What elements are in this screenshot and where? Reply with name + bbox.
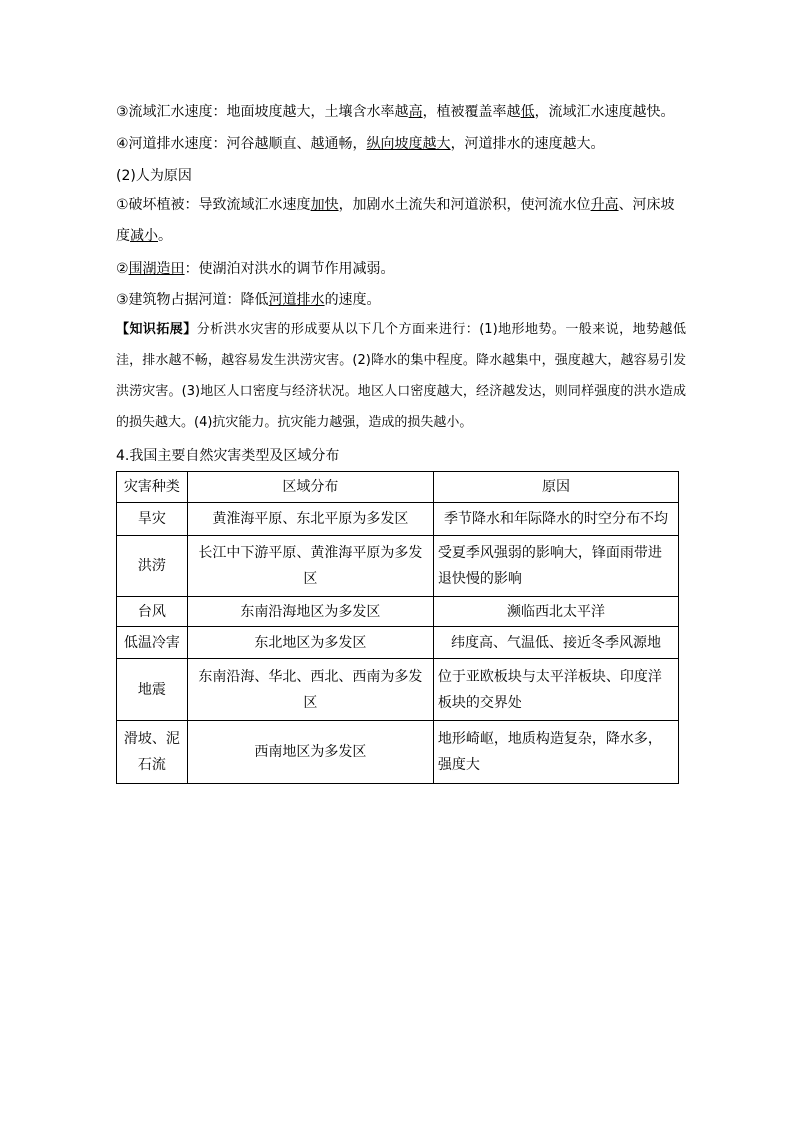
underlined-text: 河道排水 <box>268 292 325 308</box>
table-header-row <box>117 472 679 503</box>
table-row <box>117 536 679 597</box>
table-row <box>117 597 679 627</box>
text: 、河床坡度 <box>116 197 675 244</box>
type-cell: 旱灾 <box>117 503 188 536</box>
cause-cell: 纬度高、气温低、接近冬季风源地 <box>433 627 678 659</box>
text: ，河道排水的速度越大。 <box>450 136 605 152</box>
text: 。 <box>158 228 172 244</box>
underlined-text: 围湖造田 <box>128 261 185 277</box>
region-cell: 黄淮海平原、东北平原为多发区 <box>187 503 433 536</box>
table-row <box>117 659 679 721</box>
region-cell: 西南地区为多发区 <box>187 721 433 784</box>
cause-cell: 位于亚欧板块与太平洋板块、印度洋板块的交界处 <box>433 659 678 721</box>
human-cause-item-2 <box>116 260 686 278</box>
cause-cell: 受夏季风强弱的影响大，锋面雨带进退快慢的影响 <box>433 536 678 597</box>
knowledge-extension <box>116 314 686 438</box>
cause-cell: 地形崎岖，地质构造复杂，降水多，强度大 <box>433 721 678 784</box>
natural-cause-item-4 <box>116 135 686 153</box>
underlined-text: 纵向坡度越大 <box>366 136 451 152</box>
header-cell: 原因 <box>433 472 678 503</box>
region-cell: 长江中下游平原、黄淮海平原为多发区 <box>187 536 433 597</box>
table-row <box>117 503 679 536</box>
text: ② <box>116 261 129 277</box>
type-cell: 台风 <box>117 597 188 627</box>
region-cell: 东南沿海地区为多发区 <box>187 597 433 627</box>
cause-cell: 濒临西北太平洋 <box>433 597 678 627</box>
underlined-text: 高 <box>408 104 423 120</box>
region-cell: 东南沿海、华北、西北、西南为多发区 <box>187 659 433 721</box>
underlined-text: 升高 <box>590 197 619 213</box>
region-cell: 东北地区为多发区 <box>187 627 433 659</box>
text: ③流域汇水速度：地面坡度越大，土壤含水率越 <box>116 104 409 120</box>
section-4-title: 4.我国主要自然灾害类型及区域分布 <box>116 448 340 464</box>
header-cell: 区域分布 <box>187 472 433 503</box>
text: ，加剧水土流失和河道淤积，使河流水位 <box>338 197 591 213</box>
text: ，流域汇水速度越快。 <box>534 104 675 120</box>
underlined-text: 减小 <box>130 228 158 244</box>
text: 的速度。 <box>324 292 381 308</box>
type-cell: 滑坡、泥石流 <box>117 721 188 784</box>
knowledge-tag: 【知识拓展】 <box>116 322 197 337</box>
table-row <box>117 627 679 659</box>
type-cell: 洪涝 <box>117 536 188 597</box>
text: ，植被覆盖率越 <box>422 104 521 120</box>
disaster-table <box>116 471 679 784</box>
table-row <box>117 721 679 784</box>
text: ③建筑物占据河道：降低 <box>116 292 269 308</box>
natural-cause-item-3 <box>116 103 686 121</box>
human-cause-item-3 <box>116 291 686 309</box>
header-cell: 灾害种类 <box>117 472 188 503</box>
type-cell: 地震 <box>117 659 188 721</box>
text: ④河道排水速度：河谷越顺直、越通畅， <box>116 136 367 152</box>
text: ①破坏植被：导致流域汇水速度 <box>116 197 311 213</box>
cause-cell: 季节降水和年际降水的时空分布不均 <box>433 503 678 536</box>
human-causes-heading: (2)人为原因 <box>116 168 192 184</box>
type-cell: 低温冷害 <box>117 627 188 659</box>
text: ：使湖泊对洪水的调节作用减弱。 <box>184 261 395 277</box>
underlined-text: 低 <box>520 104 535 120</box>
underlined-text: 加快 <box>310 197 339 213</box>
knowledge-text: 分析洪水灾害的形成要从以下几个方面来进行：(1)地形地势。一般来说，地势越低洼，排水越不畅，越容易发生洪涝灾害。(2)降水的集中程度。降水越集中，强度越大，越容易引发洪涝灾害。(3)地区人口密度与经济状况。地区人口密度越大，经济越发达，则同样强度的洪水造成的损失越大。(4)抗灾能力。抗灾能力越强，造成的损失越小。 <box>116 322 686 430</box>
human-cause-item-1 <box>116 190 684 252</box>
